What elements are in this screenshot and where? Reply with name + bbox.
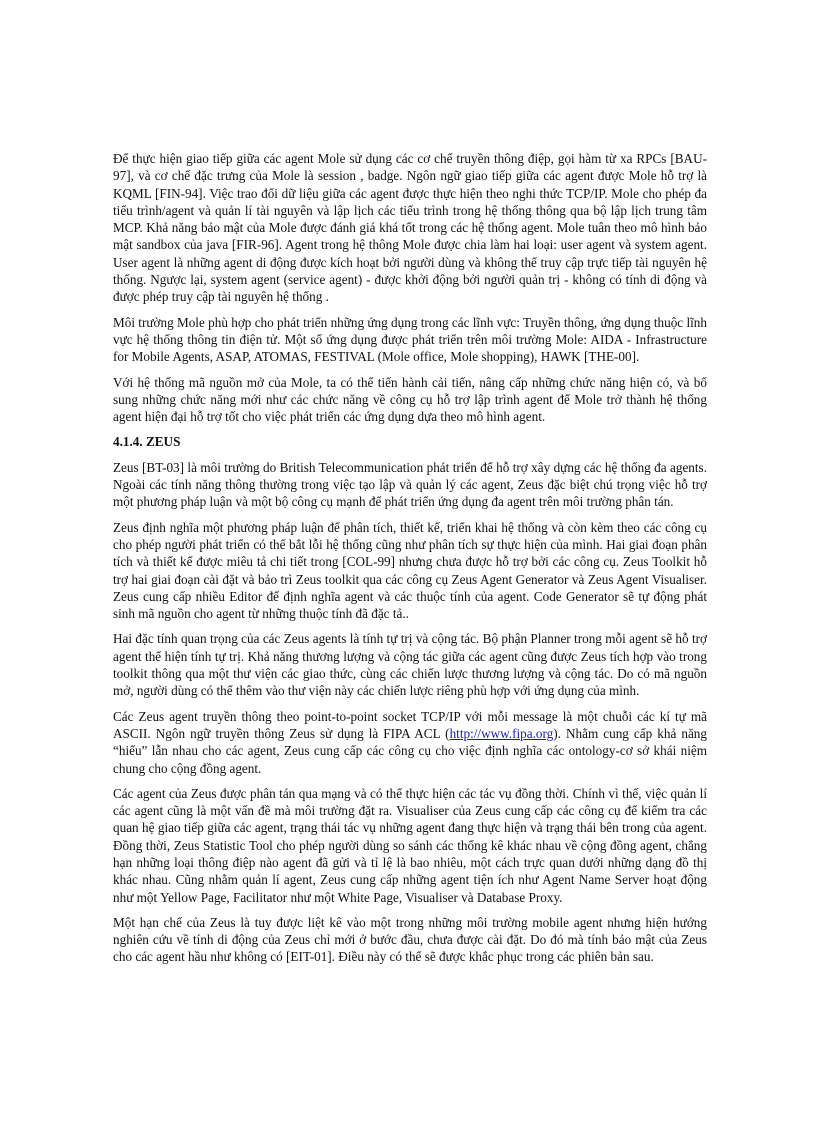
paragraph-zeus-autonomy: Hai đặc tính quan trọng của các Zeus agents là tính tự trị và cộng tác. Bộ phận Planner trong mỗi agent sẽ hỗ trợ agent thể hiện tính tự trị. Khả năng thương lượng và cộng tác giữa các agent cũng được Zeus tích hợp vào trong toolkit thông qua một thư viện các giao thức, cùng các chiến lược thương lượng và cộng tác. Do có mã nguồn mở, người dùng có thể thêm vào thư viện này các chiến lược riêng phù hợp với ứng dụng của mình. [113, 631, 707, 699]
paragraph-zeus-limitation: Một hạn chế của Zeus là tuy được liệt kê vào một trong những môi trường mobile agent nhưng hiện hướng nghiên cứu về tính di động của Zeus chỉ mới ở bước đầu, chưa được cài đặt. Do đó mà tính bảo mật của Zeus cho các agent hầu như không có [EIT-01]. Điều này có thể sẽ được khắc phục trong các phiên bản sau. [113, 914, 707, 965]
paragraph-zeus-management: Các agent của Zeus được phân tán qua mạng và có thể thực hiện các tác vụ đồng thời. Chính vì thế, việc quản lí các agent cũng là một vấn đề mà môi trường đặt ra. Visualiser của Zeus cung cấp các công cụ để kiểm tra các quan hệ giao tiếp giữa các agent, trạng thái tác vụ những agent đang thực hiện và trạng thái bên trong của agent. Đồng thời, Zeus Statistic Tool cho phép người dùng so sánh các thống kê khác nhau về cộng đồng agent, chẳng hạn những loại thông điệp nào agent đã gửi và tỉ lệ là bao nhiêu, một cách trực quan dưới những dạng đồ thị khác nhau. Cũng nhằm quản lí agent, Zeus cung cấp những agent tiện ích như Agent Name Server hoạt động như một Yellow Page, Facilitator như một White Page, Visualiser và Database Proxy. [113, 785, 707, 905]
paragraph-mole-communication: Để thực hiện giao tiếp giữa các agent Mole sử dụng các cơ chế truyền thông điệp, gọi hàm từ xa RPCs [BAU-97], và cơ chế đặc trưng của Mole là session , badge. Ngôn ngữ giao tiếp giữa các agent được Mole hỗ trợ là KQML [FIN-94]. Việc trao đổi dữ liệu giữa các agent được thực hiện theo nghi thức TCP/IP. Mole cho phép đa tiểu trình/agent và quản lí tài nguyên và lập lịch các tiểu trình trong hệ thống thông qua bộ lập lịch trung tâm MCP. Khả năng bảo mật của Mole được đánh giá khá tốt trong các hệ thống agent. Mole tuân theo mô hình bảo mật sandbox của java [FIR-96]. Agent trong hệ thông Mole được chia làm hai loại: user agent và system agent. User agent là những agent di động được kích hoạt bởi người dùng và không thể truy cập trực tiếp tài nguyên hệ thống. Ngược lại, system agent (service agent) - được khởi động bởi người quản trị - không có tính di động và được phép truy cập tài nguyên hệ thống . [113, 151, 707, 305]
acl-text-before-link: Các Zeus agent truyền thông theo point-to-point socket TCP/IP với mỗi message là một chuỗi các kí tự mã ASCII. Ngôn ngữ truyền thông Zeus sử dụng là FIPA ACL ( [113, 708, 707, 741]
paragraph-zeus-intro: Zeus [BT-03] là môi trường do British Telecommunication phát triển để hỗ trợ xây dựng các hệ thống đa agents. Ngoài các tính năng thông thường trong việc tạo lập và quản lý các agent, Zeus đặc biệt chú trọng việc hỗ trợ một phương pháp luận và một bộ công cụ mạnh để phát triển ứng dụng đa agent trên môi trường phân tán. [113, 459, 707, 510]
paragraph-zeus-methodology: Zeus định nghĩa một phương pháp luận để phân tích, thiết kế, triển khai hệ thống và còn kèm theo các công cụ cho phép người phát triển có thể bắt lỗi hệ thống cũng như phân tích sự thực hiện của mình. Hai giai đoạn phân tích và thiết kế được miêu tả chi tiết trong [COL-99] nhưng chưa được hỗ trợ bởi các công cụ. Zeus Toolkit hỗ trợ hai giai đoạn cài đặt và bảo trì Zeus toolkit qua các công cụ Zeus Agent Generator và Zeus Agent Visualiser. Zeus cung cấp nhiều Editor để định nghĩa agent và các thuộc tính của agent. Code Generator sẽ tự động phát sinh mã nguồn cho agent từ những thuộc tính đã đặc tả.. [113, 519, 707, 622]
fipa-link[interactable]: http://www.fipa.org [449, 725, 554, 741]
paragraph-mole-applications: Môi trường Mole phù hợp cho phát triển những ứng dụng trong các lĩnh vực: Truyền thông, ứng dụng thuộc lĩnh vực hệ thống thông tin điện tử. Một số ứng dụng được phát triển trên môi trường Mole: AIDA - Infrastructure for Mobile Agents, ASAP, ATOMAS, FESTIVAL (Mole office, Mole shopping), HAWK [THE-00]. [113, 314, 707, 365]
paragraph-mole-open-source: Với hệ thống mã nguồn mở của Mole, ta có thể tiến hành cải tiến, nâng cấp những chức năng hiện có, và bổ sung những chức năng mới như các chức năng về công cụ hỗ trợ lập trình agent để Mole trở thành hệ thống agent hiện đại hỗ trợ tốt cho việc phát triển các ứng dụng dựa theo mô hình agent. [113, 374, 707, 425]
section-heading-zeus: 4.1.4. ZEUS [113, 434, 181, 450]
acl-text-after-link: ). Nhằm cung cấp khả năng “hiểu” lẫn nhau cho các agent, Zeus cung cấp các công cụ cho việc định nghĩa các ontology-cơ sở khái niệm chung cho cộng đồng agent. [113, 725, 707, 776]
paragraph-zeus-communication [113, 708, 707, 777]
page-body [113, 150, 707, 974]
